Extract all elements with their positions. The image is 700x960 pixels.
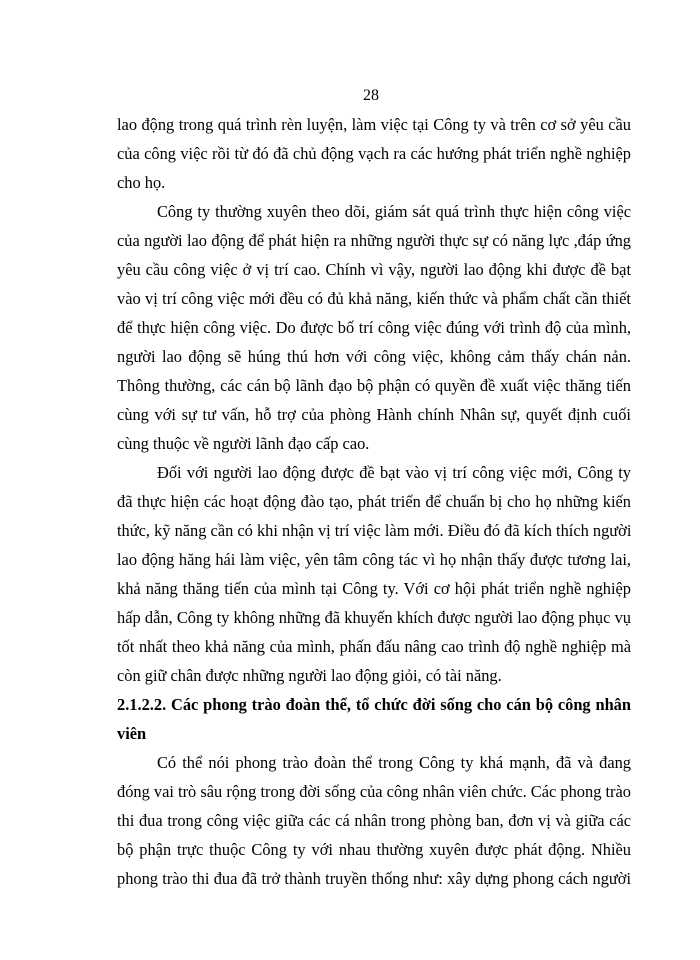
paragraph — [117, 110, 631, 197]
text-line: người lao động sẽ húng thú hơn với công việc, không cảm thấy chán nản. — [117, 347, 631, 366]
text-line: thi đua trong công việc giữa các cá nhân trong phòng ban, đơn vị và giữa các — [117, 811, 631, 830]
text-line: cùng thuộc về người lãnh đạo cấp cao. — [117, 434, 370, 453]
text-line: bộ phận trực thuộc Công ty với nhau thường xuyên được phát động. Nhiều — [117, 840, 631, 859]
text-line: tốt nhất theo khả năng của mình, phấn đấu nâng cao trình độ nghề nghiệp mà — [117, 637, 631, 656]
text-line: đã thực hiện các hoạt động đào tạo, phát triển để chuẩn bị cho họ những kiến — [117, 492, 631, 511]
document-body — [117, 110, 631, 893]
page-number: 28 — [363, 87, 379, 104]
text-line: Có thể nói phong trào đoàn thể trong Công ty khá mạnh, đã và đang — [157, 753, 631, 772]
text-line: của công việc rồi từ đó đã chủ động vạch ra các hướng phát triển nghề nghiệp — [117, 144, 631, 163]
text-line: Thông thường, các cán bộ lãnh đạo bộ phận có quyền đề xuất việc thăng tiến — [117, 376, 631, 395]
text-line: Đối với người lao động được đề bạt vào vị trí công việc mới, Công ty — [157, 463, 631, 482]
text-line: thức, kỹ năng cần có khi nhận vị trí việc làm mới. Điều đó đã kích thích người — [117, 521, 632, 540]
paragraph — [117, 748, 631, 893]
text-line: cùng với sự tư vấn, hỗ trợ của phòng Hành chính Nhân sự, quyết định cuối — [117, 405, 631, 424]
text-line: còn giữ chân được những người lao động giỏi, có tài năng. — [117, 666, 502, 685]
text-line: cho họ. — [117, 173, 166, 192]
section-heading — [117, 690, 631, 748]
text-line: đóng vai trò sâu rộng trong đời sống của công nhân viên chức. Các phong trào — [117, 782, 631, 801]
paragraph — [117, 458, 631, 690]
text-line: Công ty thường xuyên theo dõi, giám sát quá trình thực hiện công việc — [157, 202, 631, 221]
heading-line: 2.1.2.2. Các phong trào đoàn thể, tổ chức đời sống cho cán bộ công nhân — [117, 695, 631, 714]
text-line: hấp dẫn, Công ty không những đã khuyến khích được người lao động phục vụ — [117, 608, 631, 627]
text-line: khả năng thăng tiến của mình tại Công ty. Với cơ hội phát triển nghề nghiệp — [117, 579, 631, 598]
text-line: yêu cầu công việc ở vị trí cao. Chính vì vậy, người lao động khi được đề bạt — [117, 260, 631, 279]
text-line: lao động trong quá trình rèn luyện, làm việc tại Công ty và trên cơ sở yêu cầu — [117, 115, 631, 134]
paragraph — [117, 197, 631, 458]
heading-line: viên — [117, 724, 147, 743]
text-line: vào vị trí công việc mới đều có đủ khả năng, kiến thức và phẩm chất cần thiết — [117, 289, 631, 308]
text-line: để thực hiện công việc. Do được bố trí công việc đúng với trình độ của mình, — [117, 318, 631, 337]
text-line: phong trào thi đua đã trở thành truyền thống như: xây dựng phong cách người — [117, 869, 631, 888]
text-line: của người lao động để phát hiện ra những người thực sự có năng lực ,đáp ứng — [117, 231, 631, 250]
text-line: lao động hăng hái làm việc, yên tâm công tác vì họ nhận thấy được tương lai, — [117, 550, 631, 569]
